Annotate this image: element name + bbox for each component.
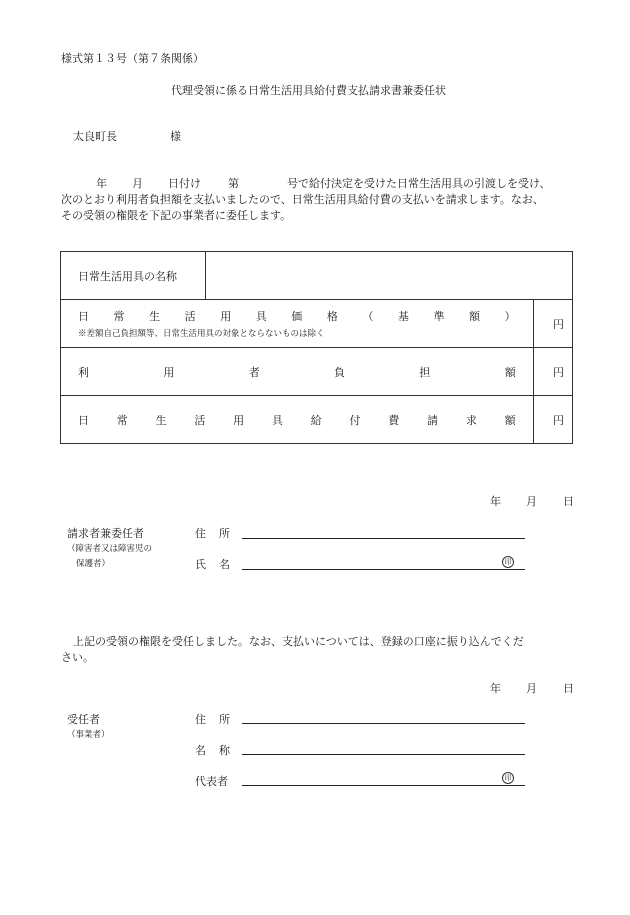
agent-representative-line[interactable]: [242, 785, 525, 786]
agent-representative-label: 代表者: [195, 775, 228, 788]
price-label-char: 額: [469, 310, 481, 323]
price-label-char: ）: [504, 310, 516, 323]
user-burden-label-char: 用: [163, 365, 175, 379]
intro-line3: その受領の権限を下記の事業者に委任します。: [61, 209, 292, 222]
price-label-char: 基: [397, 310, 409, 323]
user-burden-label-char: 担: [419, 365, 431, 379]
claimant-role: 請求者兼委任者: [67, 527, 144, 540]
agent-company-label-2: 称: [219, 744, 230, 757]
claim-label-char: 常: [116, 413, 128, 427]
agent-seal-icon: 印: [502, 772, 514, 784]
claimant-address-label-1: 住: [195, 527, 206, 540]
user-burden-label-char: 負: [334, 365, 346, 379]
claim-label-char: 付: [349, 413, 361, 427]
agent-role: 受任者: [67, 713, 100, 726]
intro-date-suffix: 日付け: [168, 177, 201, 190]
request-table: [60, 251, 573, 444]
price-label-char: 生: [149, 310, 161, 323]
claim-label-char: 活: [194, 413, 206, 427]
claimant-sub2: 保護者）: [76, 559, 111, 569]
price-label-char: 常: [113, 310, 125, 323]
intro-line1: 号で給付決定を受けた日常生活用具の引渡しを受け、: [287, 177, 551, 190]
claim-value[interactable]: [533, 396, 572, 444]
claimant-address-label-2: 所: [219, 527, 230, 540]
price-label-char: 格: [326, 310, 338, 323]
claimant-seal-icon: 印: [502, 556, 514, 568]
price-label: [78, 308, 516, 324]
claim-label-char: 請: [427, 413, 439, 427]
price-note: ※差額自己負担額等、日常生活用具の対象とならないものは除く: [78, 329, 325, 339]
date2-month: 月: [526, 682, 537, 695]
price-label-char: 用: [220, 310, 232, 323]
agent-company-label-1: 名: [195, 744, 206, 757]
item-name-value[interactable]: [206, 252, 573, 300]
agent-sub: （事業者）: [67, 730, 110, 740]
claim-label-char: 用: [233, 413, 245, 427]
form-number: 様式第１３号（第７条関係）: [61, 52, 204, 65]
acceptance-line1: 上記の受領の権限を受任しました。なお、支払いについては、登録の口座に振り込んでくだ: [73, 635, 524, 648]
intro-line2: 次のとおり利用者負担額を支払いましたので、日常生活用具給付費の支払いを請求します。なお、: [61, 193, 544, 206]
user-burden-value[interactable]: [533, 348, 572, 396]
item-name-label: 日常生活用具の名称: [78, 269, 177, 283]
claimant-name-label-1: 氏: [195, 558, 206, 571]
claim-label-char: 生: [155, 413, 167, 427]
date2-year: 年: [490, 682, 501, 695]
claimant-name-line[interactable]: [242, 569, 525, 570]
claim-label-char: 額: [504, 413, 516, 427]
user-burden-yen: 円: [553, 365, 564, 379]
price-value[interactable]: [533, 300, 572, 348]
price-label-char: 日: [78, 310, 89, 323]
date1-day: 日: [563, 495, 574, 508]
price-yen: 円: [553, 317, 564, 331]
user-burden-label-char: 利: [78, 365, 89, 379]
claim-label: [61, 412, 533, 428]
addressee-name: 太良町長: [73, 130, 117, 143]
user-burden-label: [61, 364, 533, 380]
date2-day: 日: [563, 682, 574, 695]
date1-month: 月: [526, 495, 537, 508]
price-label-char: 準: [433, 310, 445, 323]
date1-year: 年: [490, 495, 501, 508]
agent-address-line[interactable]: [242, 723, 525, 724]
user-burden-label-char: 者: [248, 365, 260, 379]
claim-label-char: 給: [310, 413, 322, 427]
agent-address-label-1: 住: [195, 713, 206, 726]
acceptance-line2: さい。: [61, 651, 94, 664]
price-label-char: 具: [255, 310, 267, 323]
claim-label-char: 日: [78, 413, 89, 427]
claim-label-char: 費: [388, 413, 400, 427]
claimant-sub1: （障害者又は障害児の: [67, 544, 153, 554]
claim-yen: 円: [553, 413, 564, 427]
price-label-cell: [61, 300, 534, 348]
claim-label-char: 求: [465, 413, 477, 427]
price-label-char: （: [362, 310, 374, 323]
user-burden-label-cell: [61, 348, 534, 396]
agent-company-line[interactable]: [242, 754, 525, 755]
agent-address-label-2: 所: [219, 713, 230, 726]
price-label-char: 活: [184, 310, 196, 323]
document-title: 代理受領に係る日常生活用具給付費支払請求書兼委任状: [171, 84, 446, 97]
price-label-char: 価: [291, 310, 303, 323]
claimant-name-label-2: 名: [219, 558, 230, 571]
intro-year: 年: [96, 177, 107, 190]
user-burden-label-char: 額: [504, 365, 516, 379]
intro-month: 月: [132, 177, 143, 190]
claim-label-char: 具: [271, 413, 283, 427]
claimant-address-line[interactable]: [242, 538, 525, 539]
intro-dai: 第: [228, 177, 239, 190]
addressee-honorific: 様: [170, 130, 181, 143]
item-name-label-cell: [61, 252, 206, 300]
claim-label-cell: [61, 396, 534, 444]
